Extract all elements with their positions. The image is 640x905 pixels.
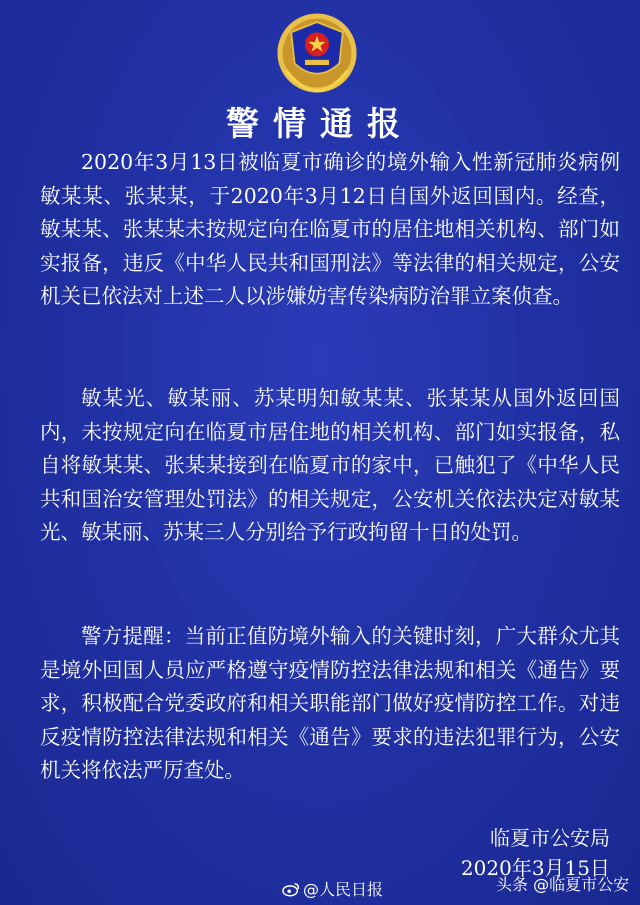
police-emblem-icon [274, 10, 360, 96]
weibo-watermark [282, 877, 383, 900]
paragraph-2: 敏某光、敏某丽、苏某明知敏某某、张某某从国外返回国内，未按规定向在临夏市居住地的相关机构、部门如实报备，私自将敏某某、张某某接到在临夏市的家中，已触犯了《中华人民共和国治安管理处罚法》的相关规定，公安机关依法决定对敏某光、敏某丽、苏某三人分别给予行政拘留十日的处罚。 [40, 386, 620, 544]
weibo-watermark-text: @人民日报 [303, 880, 384, 899]
paragraph-3: 警方提醒：当前正值防境外输入的关键时刻，广大群众尤其是境外回国人员应严格遵守疫情防控法律法规和相关《通告》要求，积极配合党委政府和相关职能部门做好疫情防控工作。对违反疫情防控法律法规和相关《通告》要求的违法犯罪行为，公安机关将依法严厉查处。 [40, 624, 620, 782]
issue-date: 2020年3月15日 [460, 856, 610, 880]
toutiao-watermark: 头条 @临夏市公安 [496, 875, 630, 894]
weibo-icon [282, 881, 300, 897]
page-title: 警情通报 [226, 104, 414, 143]
issuer-signature: 临夏市公安局 [490, 826, 610, 850]
paragraph-1: 2020年3月13日被临夏市确诊的境外输入性新冠肺炎病例敏某某、张某某，于2020年3月12日自国外返回国内。经查，敏某某、张某某未按规定向在临夏市的居住地相关机构、部门如实报备，违反《中华人民共和国刑法》等法律的相关规定，公安机关已依法对上述二人以涉嫌妨害传染病防治罪立案侦查。 [40, 150, 620, 308]
